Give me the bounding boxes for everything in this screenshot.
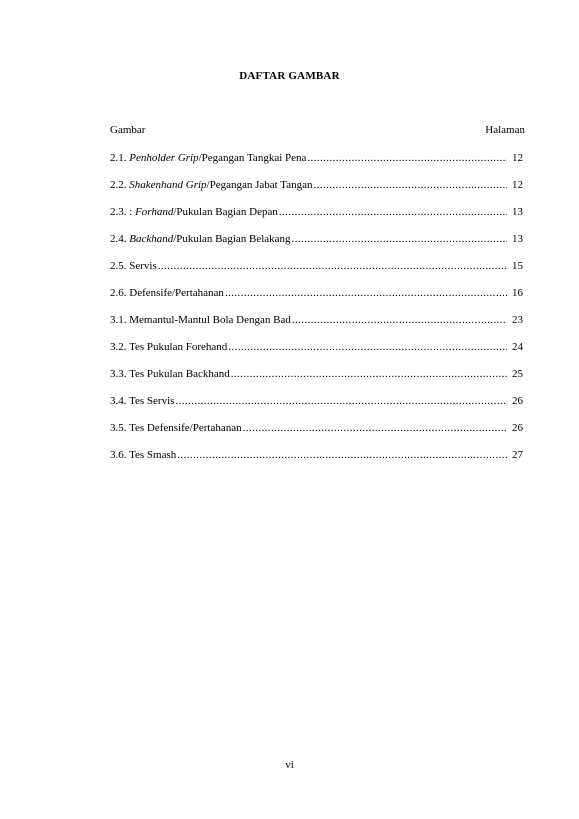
dot-leader — [225, 286, 507, 300]
page-number: 23 — [512, 314, 523, 326]
list-item — [110, 286, 523, 313]
list-item — [110, 421, 523, 448]
page-number: 13 — [512, 233, 523, 245]
list-item — [110, 178, 523, 205]
figure-label: 2.1. Penholder Grip/Pegangan Tangkai Pena — [110, 152, 307, 164]
dot-leader — [177, 448, 507, 462]
page-number: 12 — [512, 152, 523, 164]
toc-header — [110, 124, 525, 138]
page-title: DAFTAR GAMBAR — [239, 70, 340, 82]
dot-leader — [314, 178, 508, 192]
page-number: 12 — [512, 179, 523, 191]
list-item — [110, 313, 523, 340]
page-column-header: Halaman — [485, 124, 525, 136]
figure-label: 3.2. Tes Pukulan Forehand — [110, 341, 228, 353]
dot-leader — [228, 340, 507, 354]
list-item — [110, 367, 523, 394]
figure-label: 2.2. Shakenhand Grip/Pegangan Jabat Tangan — [110, 179, 313, 191]
page-number: 27 — [512, 449, 523, 461]
list-item — [110, 340, 523, 367]
figure-label: 3.3. Tes Pukulan Backhand — [110, 368, 230, 380]
figure-list — [110, 151, 523, 475]
list-item — [110, 394, 523, 421]
page-number: 13 — [512, 206, 523, 218]
page-number: 15 — [512, 260, 523, 272]
figure-label: 2.3. : Forhand/Pukulan Bagian Depan — [110, 206, 278, 218]
dot-leader — [292, 232, 507, 246]
figure-label: 3.4. Tes Servis — [110, 395, 175, 407]
dot-leader — [292, 313, 507, 327]
page-footer-number: vi — [285, 759, 294, 771]
figure-label: 2.6. Defensife/Pertahanan — [110, 287, 224, 299]
page-number: 26 — [512, 422, 523, 434]
figure-label: 3.5. Tes Defensife/Pertahanan — [110, 422, 242, 434]
dot-leader — [307, 151, 507, 165]
figure-label: 3.6. Tes Smash — [110, 449, 177, 461]
page-number: 26 — [512, 395, 523, 407]
dot-leader — [158, 259, 507, 273]
page-number: 25 — [512, 368, 523, 380]
list-item — [110, 448, 523, 475]
list-item — [110, 232, 523, 259]
figure-label: 2.5. Servis — [110, 260, 157, 272]
list-item — [110, 259, 523, 286]
dot-leader — [175, 394, 507, 408]
figure-label: 2.4. Backhand/Pukulan Bagian Belakang — [110, 233, 291, 245]
dot-leader — [279, 205, 507, 219]
page-number: 16 — [512, 287, 523, 299]
page-number: 24 — [512, 341, 523, 353]
list-item — [110, 205, 523, 232]
dot-leader — [231, 367, 507, 381]
dot-leader — [243, 421, 507, 435]
figure-column-header: Gambar — [110, 124, 146, 136]
figure-label: 3.1. Memantul-Mantul Bola Dengan Bad — [110, 314, 291, 326]
list-item — [110, 151, 523, 178]
